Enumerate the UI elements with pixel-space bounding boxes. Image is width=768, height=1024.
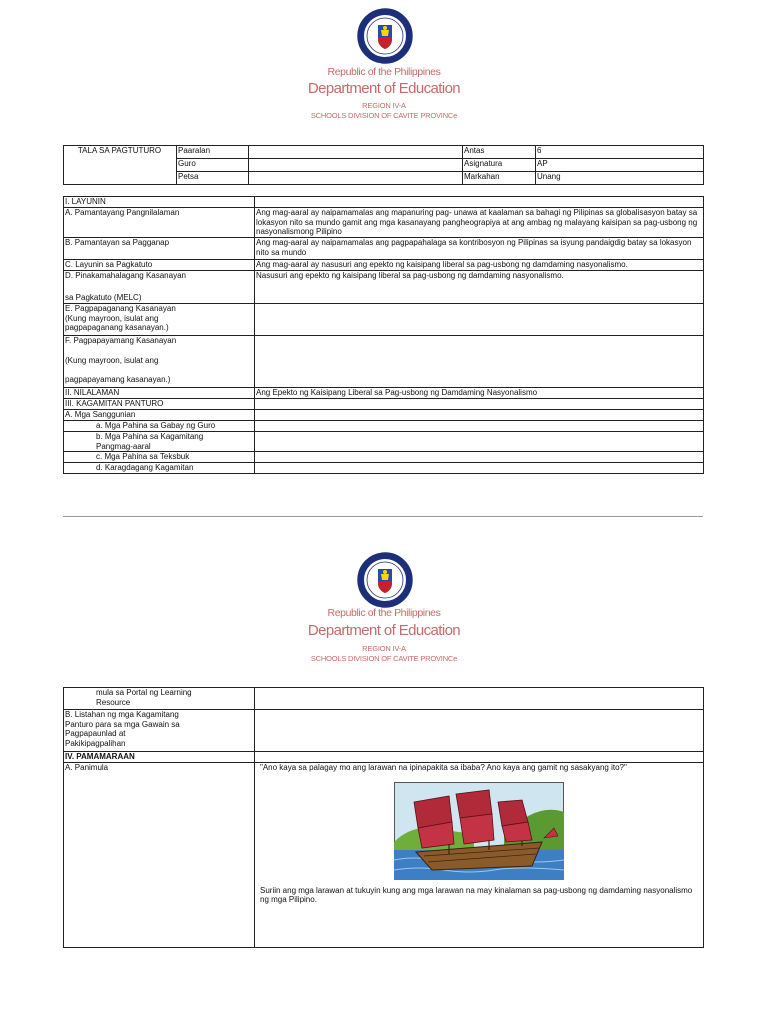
- listahan-line1: B. Listahan ng mga Kagamitang: [65, 710, 179, 719]
- melc-label-line2: sa Pagkatuto (MELC): [65, 292, 142, 302]
- layunin-heading: I. LAYUNIN: [64, 197, 255, 208]
- republic-heading-page2: Republic of the Philippines: [327, 607, 441, 619]
- layunin-sa-pagkatuto-label: C. Layunin sa Pagkatuto: [64, 260, 255, 271]
- melc-label: [64, 271, 255, 304]
- label-asignatura: Asignatura: [463, 159, 536, 172]
- melc-label-line1: D. Pinakamahalagang Kasanayan: [65, 271, 186, 280]
- panimula-question: "Ano kaya sa palagay mo ang larawan na ipinapakita sa ibaba? Ano kaya ang gamit ng sasakyang ito?": [260, 763, 627, 772]
- pamamaraan-value: [255, 752, 704, 763]
- pagpapaganang-line1: E. Pagpapaganang Kasanayan: [65, 304, 176, 313]
- pagpapaganang-kasanayan-value: [255, 304, 704, 336]
- kagamitang-pangmag-aaral-value: [255, 432, 704, 452]
- kagamitan-panturo-heading: III. KAGAMITAN PANTURO: [64, 399, 255, 410]
- value-markahan: Unang: [536, 172, 704, 185]
- listahan-label: [64, 710, 255, 752]
- pagpapayamang-kasanayan-label: [64, 336, 255, 388]
- pagpapaganang-line2: (Kung mayroon, isulat ang: [65, 313, 159, 323]
- portal-line2: Resource: [96, 697, 131, 707]
- deped-seal-logo-page2: [357, 552, 413, 608]
- value-asignatura: AP: [536, 159, 704, 172]
- department-heading: Department of Education: [307, 80, 461, 97]
- pamantayan-sa-pagganap-value: Ang mag-aaral ay naipamamalas ang pagpapahalaga sa kontribosyon ng Pilipinas sa isyung pandaigdig batay sa lokasyon nito sa mundo: [255, 238, 704, 260]
- portal-line1: mula sa Portal ng Learning: [96, 688, 192, 697]
- division-heading-page2: SCHOOLS DIVISION OF CAVITE PROVINCe: [310, 654, 458, 663]
- department-heading-page2: Department of Education: [307, 622, 461, 639]
- listahan-line3: Pagpapaunlad at: [65, 729, 126, 738]
- info-table: [63, 145, 704, 185]
- panimula-instruction: Suriin ang mga larawan at tukuyin kung ang mga larawan na may kinalaman sa pag-usbong ng damdaming nasyonalismo ng mga Pilipino.: [260, 885, 693, 904]
- layunin-sa-pagkatuto-value: Ang mag-aaral ay nasusuri ang epekto ng kaisipang liberal sa pag-usbong ng damdaming nasyonalismo.: [255, 260, 704, 271]
- pagpapaganang-kasanayan-label: [64, 304, 255, 336]
- pamantayan-sa-pagganap-label: B. Pamantayan sa Pagganap: [64, 238, 255, 260]
- division-heading: SCHOOLS DIVISION OF CAVITE PROVINCe: [310, 111, 458, 120]
- pagpapayamang-kasanayan-value: [255, 336, 704, 388]
- mga-sanggunian-value: [255, 410, 704, 421]
- listahan-line2: Panturo para sa mga Gawain sa: [65, 719, 180, 729]
- pamantayang-pangnilalaman-value: Ang mag-aaral ay naipamamalas ang mapanuring pag- unawa at kaalaman sa bahagi ng Pilipinas sa globalisasyon batay sa lokasyon nito sa mundo gamit ang mga kasanayang pangheograpiya at ang ambag ng malayang kaisipan sa pag-usbong ng nasyonalismong Pilipino: [255, 208, 704, 238]
- portal-label: [64, 688, 255, 710]
- kagamitan-panturo-value: [255, 399, 704, 410]
- region-heading: REGION IV-A: [362, 101, 406, 110]
- melc-value: Nasusuri ang epekto ng kaisipang liberal sa pag-usbong ng damdaming nasyonalismo.: [255, 271, 704, 304]
- ship-illustration: [394, 782, 564, 880]
- label-markahan: Markahan: [463, 172, 536, 185]
- republic-heading: Republic of the Philippines: [327, 66, 441, 78]
- portal-value: [255, 688, 704, 710]
- karagdagang-kagamitan-value: [255, 463, 704, 474]
- pagpapayamang-line2: (Kung mayroon, isulat ang: [65, 355, 159, 365]
- value-petsa: [249, 172, 463, 185]
- nilalaman-value: Ang Epekto ng Kaisipang Liberal sa Pag-usbong ng Damdaming Nasyonalismo: [255, 388, 704, 399]
- value-paaralan: [249, 146, 463, 159]
- deped-seal-logo: [357, 8, 413, 64]
- pagpapaganang-line3: pagpapaganang kasanayan.): [65, 323, 169, 332]
- info-table-title: TALA SA PAGTUTURO: [64, 146, 177, 185]
- layunin-value: [255, 197, 704, 208]
- kagamitang-line1: b. Mga Pahina sa Kagamitang: [96, 432, 204, 441]
- pagpapayamang-line1: F. Pagpapayamang Kasanayan: [65, 336, 177, 345]
- teksbuk-label: c. Mga Pahina sa Teksbuk: [64, 452, 255, 463]
- listahan-line4: Pakikipagpalihan: [65, 738, 126, 748]
- pagpapayamang-line3: pagpapayamang kasanayan.): [65, 375, 171, 384]
- label-petsa: Petsa: [177, 172, 249, 185]
- mga-sanggunian-label: A. Mga Sanggunian: [64, 410, 255, 421]
- panimula-value: [255, 763, 704, 948]
- kagamitang-line2: Pangmag-aaral: [96, 441, 151, 451]
- nilalaman-label: II. NILALAMAN: [64, 388, 255, 399]
- label-paaralan: Paaralan: [177, 146, 249, 159]
- label-guro: Guro: [177, 159, 249, 172]
- lesson-plan-table-2: [63, 687, 704, 948]
- kagamitang-pangmag-aaral-label: [64, 432, 255, 452]
- pamantayang-pangnilalaman-label: A. Pamantayang Pangnilalaman: [64, 208, 255, 238]
- karagdagang-kagamitan-label: d. Karagdagang Kagamitan: [64, 463, 255, 474]
- teksbuk-value: [255, 452, 704, 463]
- pamamaraan-heading: IV. PAMAMARAAN: [64, 752, 255, 763]
- lesson-plan-table-1: [63, 196, 704, 474]
- page-separator: [63, 516, 703, 517]
- value-guro: [249, 159, 463, 172]
- listahan-value: [255, 710, 704, 752]
- panimula-label: A. Panimula: [64, 763, 255, 948]
- label-antas: Antas: [463, 146, 536, 159]
- value-antas: 6: [536, 146, 704, 159]
- gabay-ng-guro-label: a. Mga Pahina sa Gabay ng Guro: [64, 421, 255, 432]
- region-heading-page2: REGION IV-A: [362, 644, 406, 653]
- gabay-ng-guro-value: [255, 421, 704, 432]
